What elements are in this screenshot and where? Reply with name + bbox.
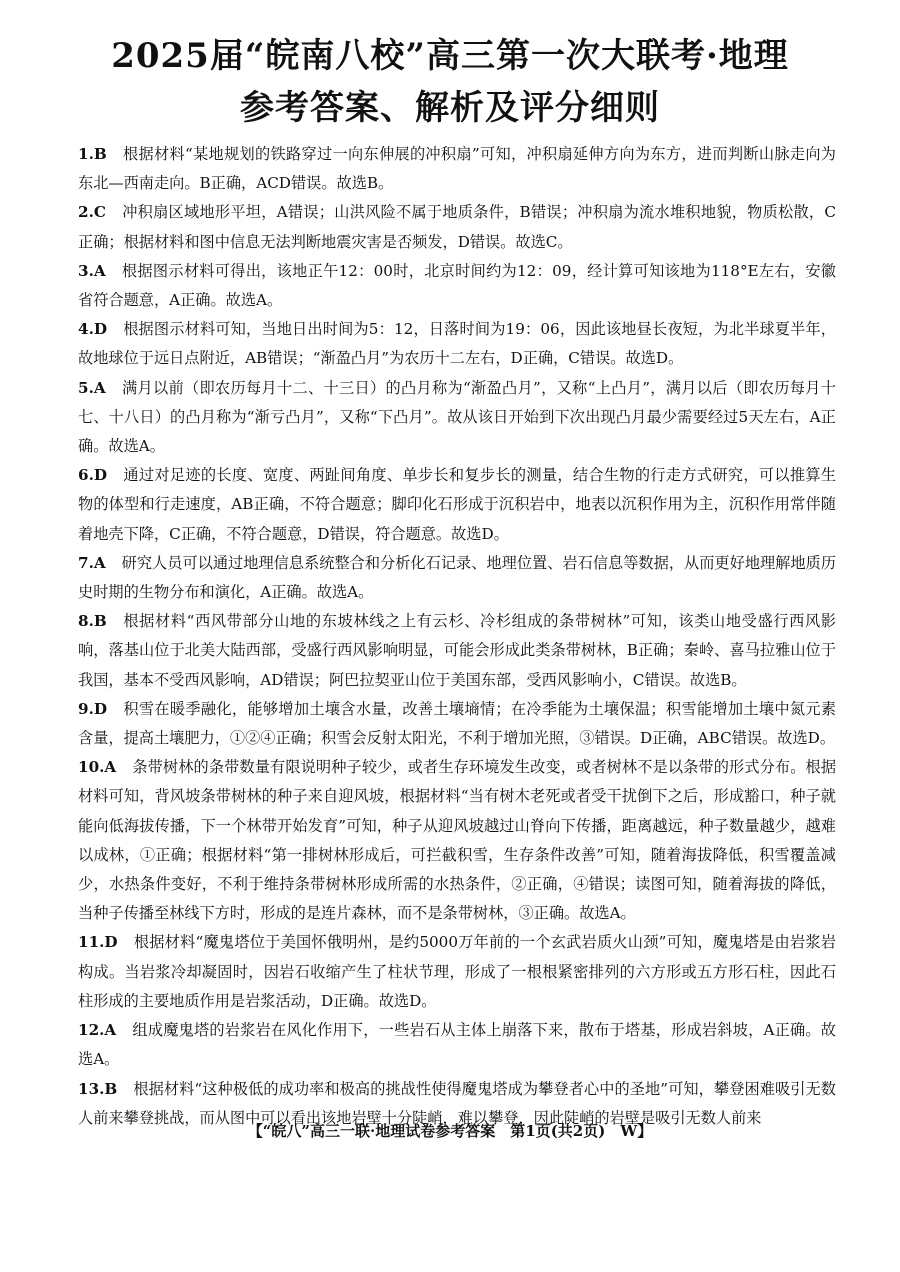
answer-item-6 xyxy=(78,461,836,549)
answer-explanation: 积雪在暖季融化，能够增加土壤含水量，改善土壤墒情；在冷季能为土壤保温；积雪能增加土壤中氮元素含量，提高土壤肥力，①②④正确；积雪会反射太阳光，不利于增加光照，③错误。D正确，ABC错误。故选D。 xyxy=(78,699,836,748)
answer-number: 1.B xyxy=(78,145,107,163)
answer-explanation: 根据材料“某地规划的铁路穿过一向东伸展的冲积扇”可知，冲积扇延伸方向为东方，进而判断山脉走向为东北—西南走向。B正确，ACD错误。故选B。 xyxy=(78,145,836,193)
answer-number: 6.D xyxy=(78,466,108,485)
answer-number: 7.A xyxy=(78,553,106,572)
answer-explanation: 组成魔鬼塔的岩浆岩在风化作用下，一些岩石从主体上崩落下来，散布于塔基，形成岩斜坡，A正确。故选A。 xyxy=(78,1021,836,1069)
answer-explanation: 满月以前（即农历每月十二、十三日）的凸月称为“渐盈凸月”，又称“上凸月”，满月以后（即农历每月十七、十八日）的凸月称为“渐亏凸月”，又称“下凸月”。故从该日开始到下次出现凸月最少需要经过5天左右，A正确。故选A。 xyxy=(78,378,836,456)
answer-explanation: 冲积扇区域地形平坦，A错误；山洪风险不属于地质条件，B错误；冲积扇为流水堆积地貌，物质松散，C正确；根据材料和图中信息无法判断地震灾害是否频发，D错误。故选C。 xyxy=(78,203,836,251)
answer-number: 2.C xyxy=(78,203,106,222)
answer-item-7 xyxy=(78,549,836,607)
answer-number: 4.D xyxy=(78,320,108,339)
answer-item-10 xyxy=(78,753,836,928)
answer-number: 11.D xyxy=(78,933,118,952)
page-subtitle: 参考答案、解析及评分细则 xyxy=(240,88,660,128)
answer-explanation: 研究人员可以通过地理信息系统整合和分析化石记录、地理位置、岩石信息等数据，从而更好地理解地质历史时期的生物分布和演化，A正确。故选A。 xyxy=(78,553,836,602)
answer-item-5 xyxy=(78,374,836,462)
answer-item-4 xyxy=(78,315,836,373)
answer-explanation: 条带树林的条带数量有限说明种子较少，或者生存环境发生改变，或者树林不是以条带的形式分布。根据材料可知，背风坡条带树林的种子来自迎风坡，根据材料“当有树木老死或者受干扰倒下之后，形成豁口，种子就能向低海拔传播，下一个林带开始发育”可知，种子从迎风坡越过山脊向下传播，距离越远，种子数量越少，越难以成林，①正确；根据材料“第一排树林形成后，可拦截积雪，生存条件改善”可知，随着海拔降低，积雪覆盖减少，水热条件变好，不利于维持条带树林形成所需的水热条件，②正确，④错误；读图可知，随着海拔的降低，当种子传播至林线下方时，形成的是连片森林，而不是条带树林，③正确。故选A。 xyxy=(78,758,836,923)
answer-explanation: 根据材料“这种极低的成功率和极高的挑战性使得魔鬼塔成为攀登者心中的圣地”可知，攀登困难吸引无数人前来攀登挑战，而从图中可以看出该地岩壁十分陡峭，难以攀登，因此陡峭的岩壁是吸引无数人前来 xyxy=(78,1079,836,1127)
answer-number: 10.A xyxy=(78,758,117,777)
answer-explanation: 通过对足迹的长度、宽度、两趾间角度、单步长和复步长的测量，结合生物的行走方式研究，可以推算生物的体型和行走速度，AB正确，不符合题意；脚印化石形成于沉积岩中，地表以沉积作用为主，沉积作用常伴随着地壳下降，C正确，不符合题意，D错误，符合题意。故选D。 xyxy=(78,466,836,543)
answer-item-8 xyxy=(78,607,836,695)
answer-number: 9.D xyxy=(78,699,108,718)
page-footer: 【“皖八”高三一联·地理试卷参考答案 第1页(共2页) W】 xyxy=(247,1122,653,1140)
answer-number: 12.A xyxy=(78,1021,117,1040)
answer-item-3 xyxy=(78,257,836,315)
answer-explanation: 根据材料“西风带部分山地的东坡林线之上有云杉、冷杉组成的条带树林”可知，该类山地受盛行西风影响，落基山位于北美大陆西部，受盛行西风影响明显，可能会形成此类条带树林，B正确；秦岭、喜马拉雅山位于我国，基本不受西风影响，AD错误；阿巴拉契亚山位于美国东部，受西风影响小，C错误。故选B。 xyxy=(78,612,836,689)
answer-item-9 xyxy=(78,695,836,753)
answer-item-1 xyxy=(78,140,836,198)
answer-item-11 xyxy=(78,928,836,1016)
answer-item-12 xyxy=(78,1016,836,1074)
answer-item-2 xyxy=(78,198,836,256)
answer-number: 13.B xyxy=(78,1079,118,1098)
answer-number: 8.B xyxy=(78,612,107,631)
answer-number: 5.A xyxy=(78,378,106,397)
answer-list xyxy=(78,140,836,1133)
answer-explanation: 根据图示材料可知，当地日出时间为5：12，日落时间为19：06，因此该地昼长夜短，为北半球夏半年，故地球位于远日点附近，AB错误；“渐盈凸月”为农历十二左右，D正确，C错误。故选D。 xyxy=(78,320,836,368)
page-title: 2025届“皖南八校”高三第一次大联考·地理 xyxy=(111,36,789,76)
answer-explanation: 根据图示材料可得出，该地正午12：00时，北京时间约为12：09，经计算可知该地为118°E左右，安徽省符合题意，A正确。故选A。 xyxy=(78,261,836,310)
answer-explanation: 根据材料“魔鬼塔位于美国怀俄明州，是约5000万年前的一个玄武岩质火山颈”可知，魔鬼塔是由岩浆岩构成。当岩浆冷却凝固时，因岩石收缩产生了柱状节理，形成了一根根紧密排列的六方形或五方形石柱，因此石柱形成的主要地质作用是岩浆活动，D正确。故选D。 xyxy=(78,933,836,1010)
answer-number: 3.A xyxy=(78,261,106,280)
